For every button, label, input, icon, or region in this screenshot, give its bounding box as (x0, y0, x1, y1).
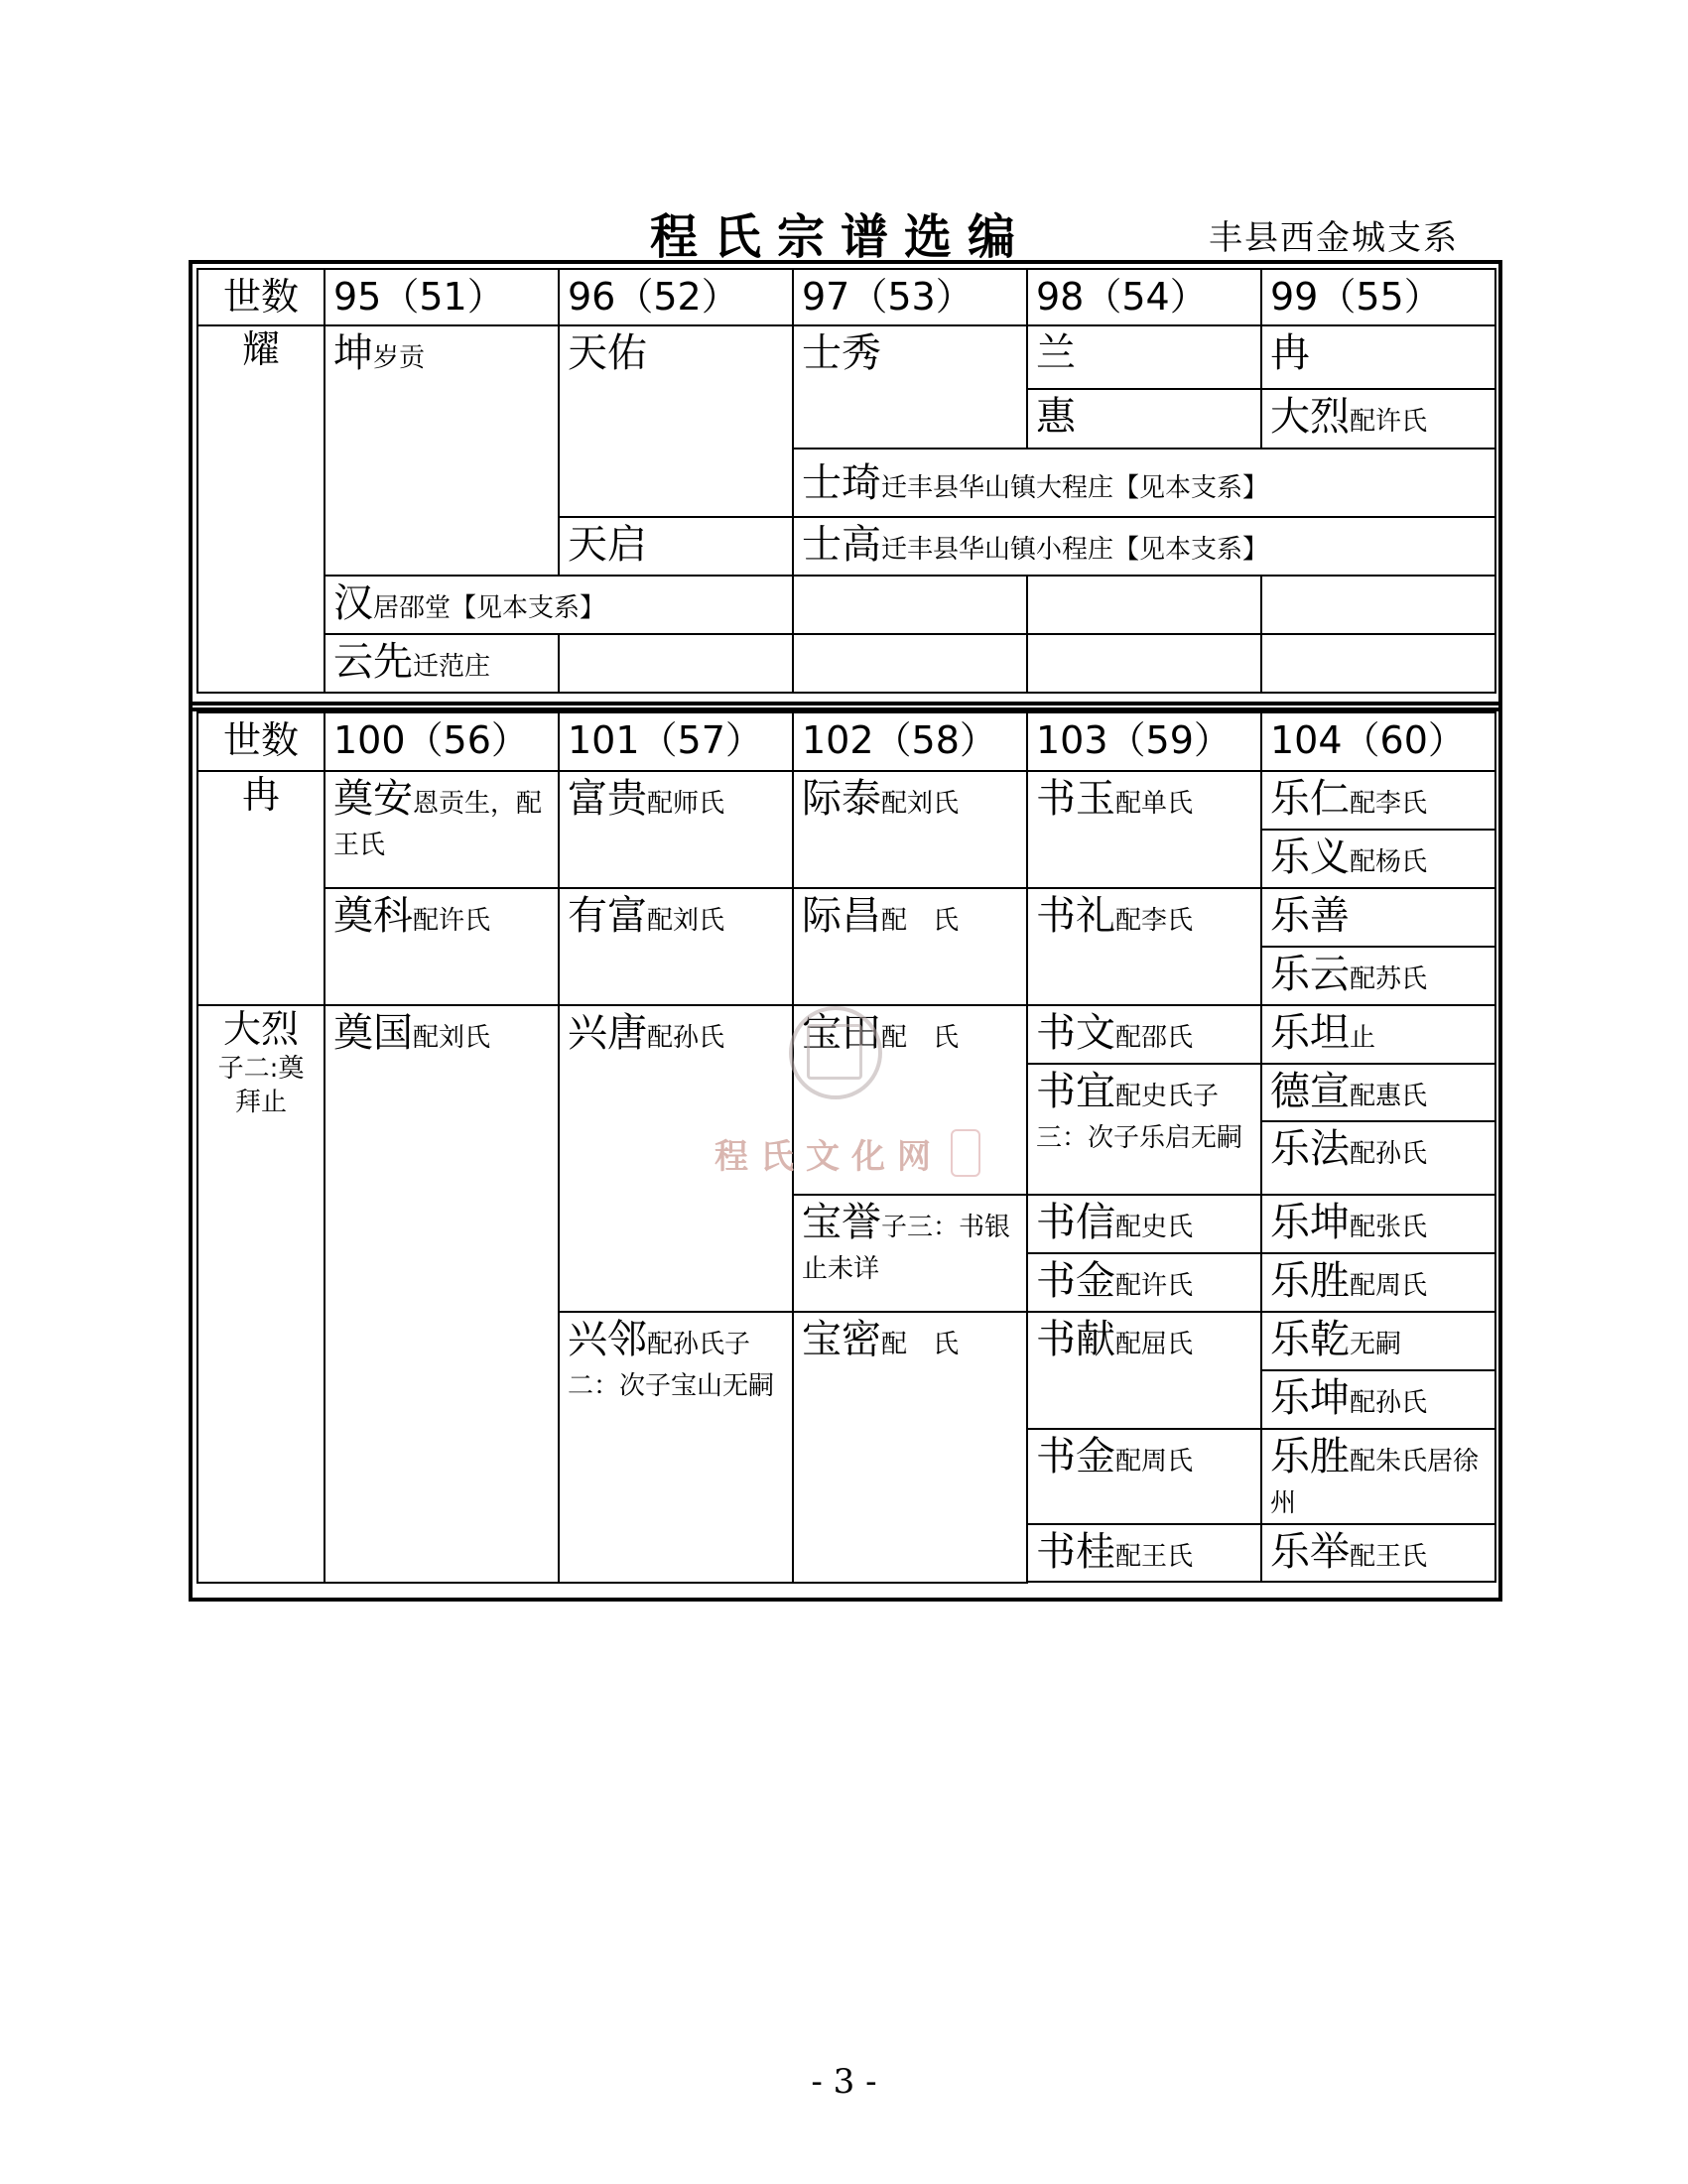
person-cell (793, 771, 1027, 888)
generation-col-102: 102（58） (793, 712, 1027, 771)
person-cell (793, 517, 1495, 576)
generation-header: 世数 (197, 269, 325, 325)
person-name: 书信 (1036, 1200, 1115, 1245)
person-name: 乐义 (1270, 835, 1350, 880)
ancestor-name: 冉 (241, 773, 280, 817)
person-name: 乐坦 (1270, 1010, 1350, 1056)
person-cell (1261, 947, 1495, 1005)
person-cell (1261, 325, 1495, 389)
person-name: 书桂 (1036, 1529, 1115, 1575)
person-cell (1261, 830, 1495, 888)
person-cell (1261, 1195, 1495, 1253)
generation-col-98: 98（54） (1027, 269, 1261, 325)
person-note: 配屈氏 (1115, 1330, 1194, 1359)
person-cell (1027, 1064, 1261, 1195)
person-name: 兴唐 (568, 1010, 647, 1056)
person-note: 配刘氏 (413, 1023, 491, 1053)
person-name: 宝密 (802, 1317, 881, 1362)
person-cell (325, 576, 793, 634)
person-cell (559, 325, 793, 517)
ancestor-cell (197, 1005, 325, 1583)
person-note: 配朱氏居徐州 (1270, 1447, 1480, 1518)
person-name: 奠国 (333, 1010, 413, 1056)
person-name: 书礼 (1036, 893, 1115, 939)
person-cell (1261, 888, 1495, 947)
person-cell (325, 1005, 559, 1583)
page-title: 程氏宗谱选编 (650, 209, 1032, 265)
genealogy-table-upper (196, 268, 1496, 694)
person-name: 惠 (1036, 394, 1076, 440)
person-name: 兴邻 (568, 1317, 647, 1362)
person-name: 书玉 (1036, 776, 1115, 822)
person-cell (325, 634, 559, 693)
person-name: 天佑 (568, 330, 647, 376)
person-note: 配 氏 (881, 1023, 960, 1053)
person-cell (1027, 771, 1261, 888)
person-note: 配单氏 (1115, 789, 1194, 819)
person-name: 士琦 (802, 459, 881, 506)
person-note: 配惠氏 (1350, 1082, 1428, 1111)
person-name: 书金 (1036, 1258, 1115, 1304)
person-name: 士高 (802, 522, 881, 568)
person-cell (793, 449, 1495, 517)
person-note: 配许氏 (413, 906, 491, 936)
empty-cell (1027, 1582, 1261, 1583)
empty-cell (1261, 1582, 1495, 1583)
ancestor-cell (197, 771, 325, 1005)
empty-cell (1261, 634, 1495, 693)
person-name: 书宜 (1036, 1069, 1115, 1114)
person-cell (1261, 771, 1495, 830)
person-note: 迁范庄 (413, 652, 491, 682)
person-cell (559, 517, 793, 576)
person-name: 乐胜 (1270, 1258, 1350, 1304)
person-name: 德宣 (1270, 1069, 1350, 1114)
person-note: 配 氏 (881, 906, 960, 936)
person-cell (1027, 1524, 1261, 1582)
person-name: 际泰 (802, 776, 881, 822)
person-cell (1027, 325, 1261, 389)
person-cell (1027, 389, 1261, 449)
person-cell (325, 771, 559, 888)
person-name: 汉 (333, 580, 373, 626)
person-note: 配刘氏 (647, 906, 725, 936)
person-name: 乐乾 (1270, 1317, 1350, 1362)
person-name: 书文 (1036, 1010, 1115, 1056)
generation-col-97: 97（53） (793, 269, 1027, 325)
person-cell (1027, 888, 1261, 1005)
person-note: 配史氏子三：次子乐启无嗣 (1036, 1082, 1243, 1153)
person-cell (1261, 1370, 1495, 1429)
person-cell (793, 1312, 1027, 1583)
person-name: 宝誉 (802, 1200, 881, 1245)
person-note: 配邵氏 (1115, 1023, 1194, 1053)
person-cell (1261, 1064, 1495, 1121)
person-name: 际昌 (802, 893, 881, 939)
person-name: 乐仁 (1270, 776, 1350, 822)
person-note: 恩贡生，配王氏 (333, 789, 543, 860)
person-name: 乐举 (1270, 1529, 1350, 1575)
person-note: 无嗣 (1350, 1330, 1402, 1359)
person-note: 配孙氏子二：次子宝山无嗣 (568, 1330, 775, 1401)
person-name: 有富 (568, 893, 647, 939)
generation-col-100: 100（56） (325, 712, 559, 771)
seal-inner-icon (807, 1024, 862, 1080)
person-cell (1261, 1312, 1495, 1370)
person-name: 天启 (568, 522, 647, 568)
person-note: 配周氏 (1115, 1447, 1194, 1477)
generation-col-103: 103（59） (1027, 712, 1261, 771)
ancestor-name: 大烈 (222, 1007, 299, 1051)
person-name: 乐云 (1270, 952, 1350, 997)
watermark-seal (789, 1006, 882, 1099)
person-note: 配王氏 (1115, 1542, 1194, 1572)
person-name: 书金 (1036, 1434, 1115, 1479)
person-name: 云先 (333, 639, 413, 685)
person-name: 兰 (1036, 330, 1076, 376)
person-note: 配张氏 (1350, 1213, 1428, 1242)
person-name: 乐胜 (1270, 1434, 1350, 1479)
person-note: 迁丰县华山镇大程庄【见本支系】 (881, 472, 1269, 503)
person-note: 迁丰县华山镇小程庄【见本支系】 (881, 535, 1269, 565)
generation-col-96: 96（52） (559, 269, 793, 325)
person-note: 岁贡 (373, 343, 426, 373)
person-note: 配师氏 (647, 789, 725, 819)
person-cell (1027, 1005, 1261, 1064)
person-name: 书献 (1036, 1317, 1115, 1362)
person-note: 居邵堂【见本支系】 (373, 593, 606, 623)
table-separator (193, 702, 1498, 711)
person-cell (793, 1195, 1027, 1312)
person-note: 配孙氏 (647, 1023, 725, 1053)
person-cell (325, 888, 559, 1005)
person-cell (1261, 1253, 1495, 1312)
person-note: 配史氏 (1115, 1213, 1194, 1242)
person-name: 富贵 (568, 776, 647, 822)
person-cell (1261, 1005, 1495, 1064)
person-name: 乐坤 (1270, 1375, 1350, 1421)
empty-cell (793, 634, 1027, 693)
person-name: 大烈 (1270, 394, 1350, 440)
generation-col-104: 104（60） (1261, 712, 1495, 771)
person-name: 宝田 (802, 1010, 881, 1056)
watermark-stamp-icon (951, 1129, 980, 1177)
person-note: 配杨氏 (1350, 847, 1428, 877)
person-cell (793, 888, 1027, 1005)
person-cell (559, 888, 793, 1005)
person-cell (559, 771, 793, 888)
person-name: 奠科 (333, 893, 413, 939)
person-note: 配孙氏 (1350, 1139, 1428, 1169)
generation-header: 世数 (197, 712, 325, 771)
person-note: 配苏氏 (1350, 964, 1428, 994)
person-cell (1261, 389, 1495, 449)
person-note: 配刘氏 (881, 789, 960, 819)
generation-col-99: 99（55） (1261, 269, 1495, 325)
person-cell (1261, 1121, 1495, 1195)
branch-subtitle: 丰县西金城支系 (1209, 218, 1459, 258)
person-name: 奠安 (333, 776, 413, 822)
person-note: 配王氏 (1350, 1542, 1428, 1572)
ancestor-cell (197, 325, 325, 693)
empty-cell (559, 634, 793, 693)
person-note: 止 (1350, 1023, 1376, 1053)
person-note: 配李氏 (1350, 789, 1428, 819)
person-note: 子三：书银止未详 (802, 1213, 1011, 1284)
generation-col-95: 95（51） (325, 269, 559, 325)
person-note: 配孙氏 (1350, 1388, 1428, 1418)
person-name: 坤 (333, 330, 373, 376)
empty-cell (1261, 576, 1495, 634)
person-cell (1261, 1524, 1495, 1582)
generation-col-101: 101（57） (559, 712, 793, 771)
person-note: 配李氏 (1115, 906, 1194, 936)
person-cell (325, 325, 559, 576)
person-cell (1027, 1253, 1261, 1312)
person-name: 士秀 (802, 330, 881, 376)
ancestor-name: 耀 (241, 327, 280, 371)
empty-cell (1027, 576, 1261, 634)
person-name: 乐法 (1270, 1126, 1350, 1172)
person-note: 配许氏 (1350, 407, 1428, 437)
person-name: 冉 (1270, 330, 1310, 376)
person-cell (1261, 1429, 1495, 1524)
empty-cell (1027, 634, 1261, 693)
person-note: 配许氏 (1115, 1271, 1194, 1301)
person-note: 配 氏 (881, 1330, 960, 1359)
watermark-text: 程氏文化网 (714, 1137, 943, 1177)
person-cell (1027, 1312, 1261, 1429)
ancestor-note: 子二:奠拜止 (217, 1054, 305, 1117)
person-cell (1027, 1195, 1261, 1253)
person-note: 配周氏 (1350, 1271, 1428, 1301)
empty-cell (793, 576, 1027, 634)
person-cell (1027, 1429, 1261, 1524)
person-name: 乐善 (1270, 893, 1350, 939)
person-cell (559, 1312, 793, 1583)
person-name: 乐坤 (1270, 1200, 1350, 1245)
page-number: - 3 - (811, 2062, 877, 2102)
person-cell (793, 325, 1027, 449)
